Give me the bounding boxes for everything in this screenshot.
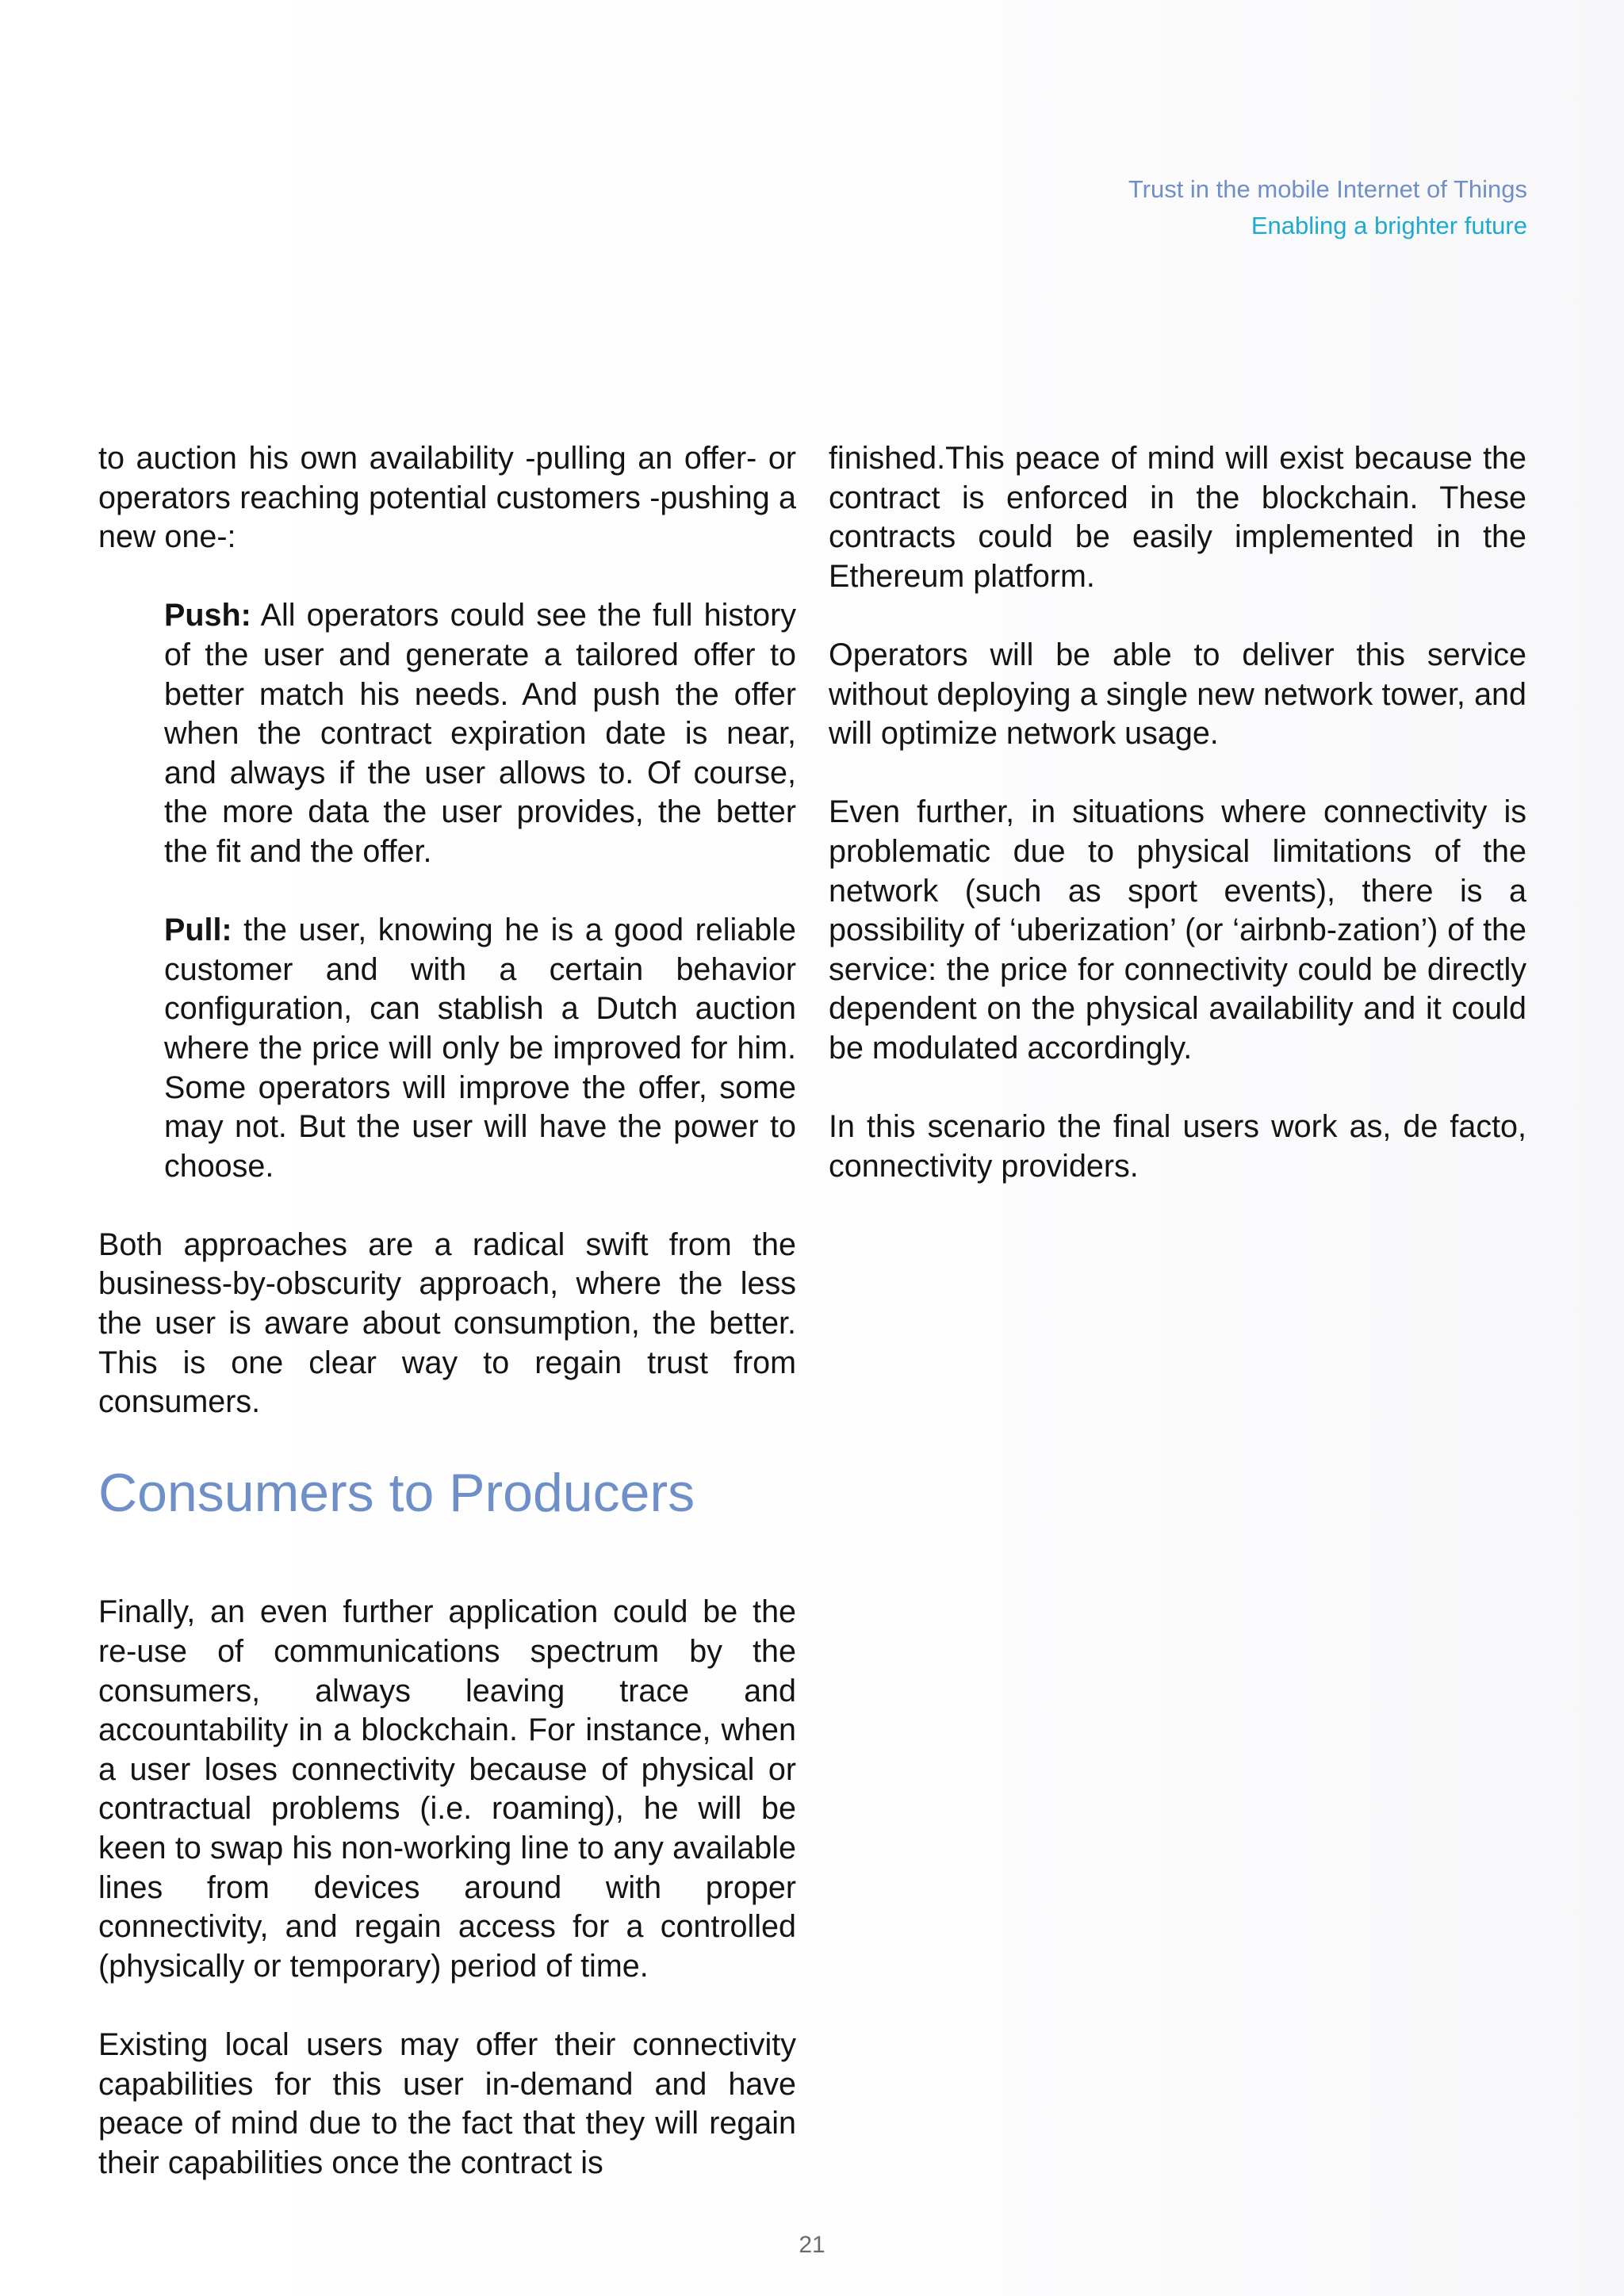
header-subtitle: Enabling a brighter future	[1251, 212, 1527, 239]
pull-text: the user, knowing he is a good reliable customer and with a certain behavior configuration, can stablish a Dutch auction where the price will only be improved for him. Some operators will improve the offer, some may not. But the user will have the power to choose.	[164, 913, 796, 1184]
both-approaches-paragraph: Both approaches are a radical swift from the business-by-obscurity approach, where the less the user is aware about consumption, the better. This is one clear way to regain trust from consumers.	[98, 1226, 796, 1420]
header-title: Trust in the mobile Internet of Things	[1128, 175, 1527, 203]
existing-users-paragraph: Existing local users may offer their connectivity capabilities for this user in-demand and have peace of mind due to the fact that they will regain their capabilities once the contract is	[98, 2026, 796, 2180]
finished-paragraph: finished.This peace of mind will exist because the contract is enforced in the blockchain. These contracts could be easily implemented in the Ethereum platform.	[829, 441, 1526, 594]
running-header	[1128, 171, 1527, 244]
intro-paragraph: to auction his own availability -pulling an offer- or operators reaching potential customers -pushing a new one-:	[98, 441, 796, 555]
operators-paragraph: Operators will be able to deliver this service without deploying a single new network tower, and will optimize network usage.	[829, 637, 1526, 752]
push-text: All operators could see the full history of the user and generate a tailored offer to better match his needs. And push the offer when the contract expiration date is near, and always if the user allows to. Of course, the more data the user provides, the better the fit and the offer.	[164, 598, 796, 869]
finally-paragraph: Finally, an even further application could be the re-use of communications spectrum by the consumers, always leaving trace and accountability in a blockchain. For instance, when a user loses connectivity because of physical or contractual problems (i.e. roaming), he will be keen to swap his non-working line to any available lines from devices around with proper connectivity, and regain access for a controlled (physically or temporary) period of time.	[98, 1594, 796, 1984]
scenario-paragraph: In this scenario the final users work as, de facto, connectivity providers.	[829, 1109, 1526, 1184]
page-number: 21	[799, 2232, 825, 2258]
right-column	[829, 439, 1526, 1226]
push-label: Push:	[164, 598, 251, 633]
pull-label: Pull:	[164, 913, 232, 948]
left-column	[98, 439, 796, 2222]
even-further-paragraph: Even further, in situations where connectivity is problematic due to physical limitations of the network (such as sport events), there is a possibility of ‘uberization’ (or ‘airbnb-zation’) of the service: the price for connectivity could be directly dependent on the physical availability and it could be modulated accordingly.	[829, 794, 1526, 1066]
push-paragraph	[164, 596, 796, 871]
section-title: Consumers to Producers	[98, 1463, 695, 1524]
pull-paragraph	[164, 911, 796, 1186]
